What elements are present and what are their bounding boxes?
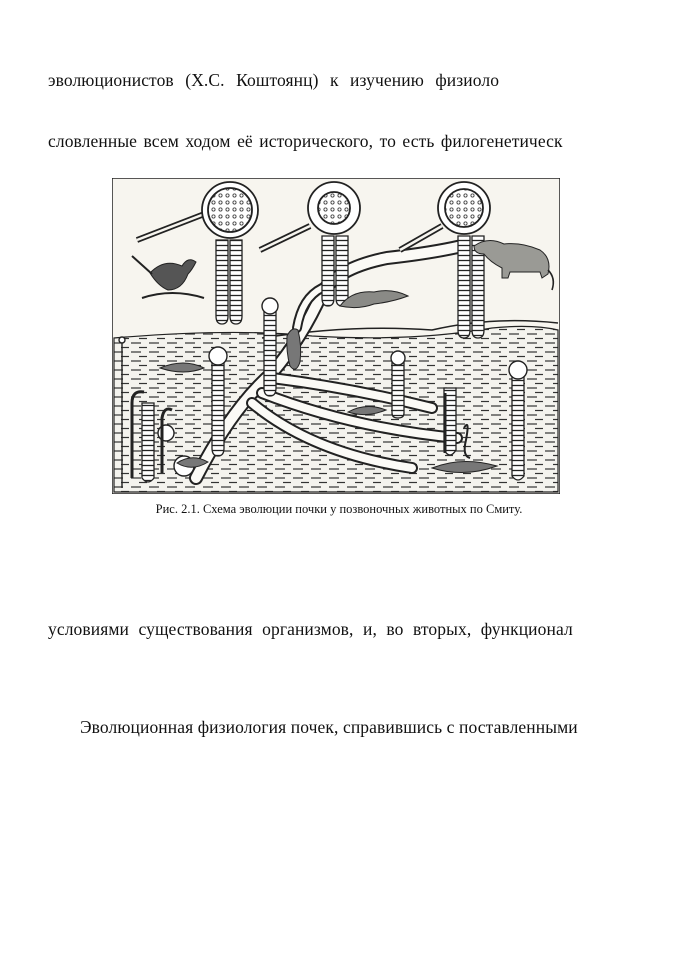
text-line-4: Эволюционная физиология почек, справившись с поставленными bbox=[80, 717, 578, 737]
text-line-1: эволюционистов (Х.С. Коштоянц) к изучению физиоло bbox=[48, 70, 500, 90]
kidney-evolution-figure bbox=[112, 178, 560, 494]
figure-caption: Рис. 2.1. Схема эволюции почки у позвоночных животных по Смиту. bbox=[155, 502, 523, 516]
text-line-3: условиями существования организмов, и, во вторых, функционал bbox=[48, 619, 573, 639]
text-line-2: словленные всем ходом её исторического, то есть филогенетическ bbox=[48, 131, 563, 151]
amphibian-silhouette bbox=[287, 329, 301, 369]
